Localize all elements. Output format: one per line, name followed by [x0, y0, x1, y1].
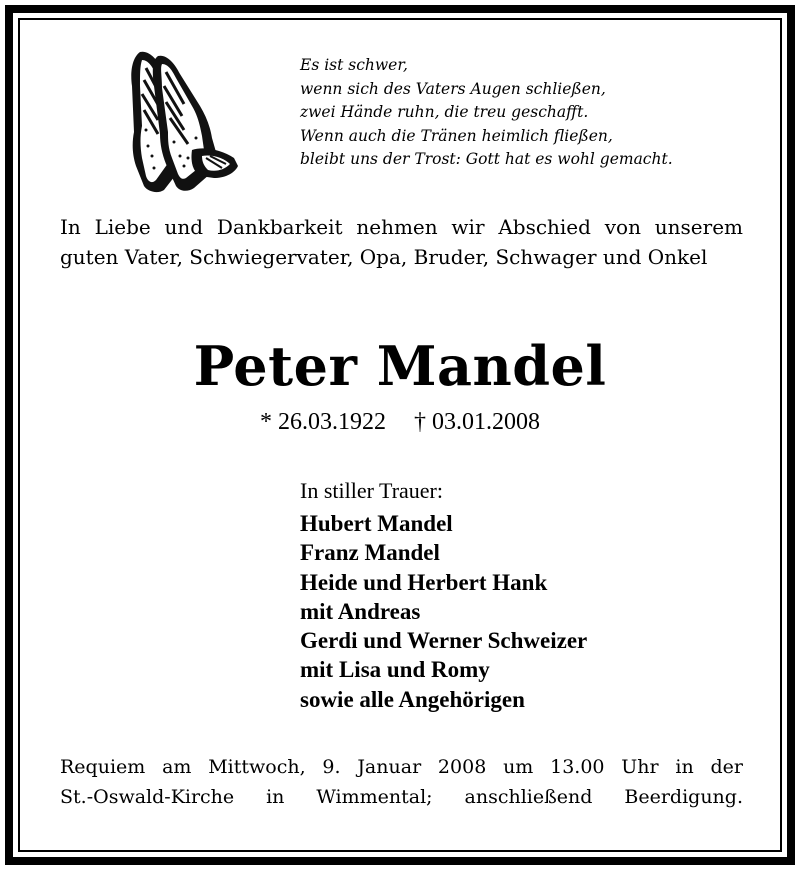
mourner-name: Gerdi und Werner Schweizer — [300, 628, 588, 654]
deceased-name: Peter Mandel — [193, 334, 607, 398]
death-date: † 03.01.2008 — [414, 409, 540, 435]
poem-line: bleibt uns der Trost: Gott hat es wohl gemacht. — [300, 150, 673, 168]
mourner-name: mit Andreas — [300, 598, 421, 624]
mourner-name: mit Lisa und Romy — [300, 657, 490, 683]
birth-date: * 26.03.1922 — [260, 409, 386, 435]
poem-line: Es ist schwer, — [300, 56, 408, 74]
requiem-line: St.-Oswald-Kirche in Wimmental; anschließend Beerdigung. — [60, 786, 743, 808]
intro-text: In Liebe und Dankbarkeit nehmen wir Abschied von unserem guten Vater, Schwiegervater, Opa, Bruder, Schwager und Onkel — [60, 215, 743, 269]
life-dates — [0, 406, 800, 438]
requiem-notice — [60, 752, 743, 812]
praying-hands-icon — [118, 46, 242, 196]
mourners-list — [300, 509, 587, 714]
mourning-label: In stiller Trauer: — [300, 478, 443, 503]
mourner-name: sowie alle Angehörigen — [300, 686, 525, 712]
requiem-line: Requiem am Mittwoch, 9. Januar 2008 um 13.00 Uhr in der — [60, 756, 743, 778]
mourner-name: Heide und Herbert Hank — [300, 569, 548, 595]
poem-line: Wenn auch die Tränen heimlich fließen, — [300, 126, 613, 145]
mourner-name: Hubert Mandel — [300, 511, 453, 536]
poem-line: wenn sich des Vaters Augen schließen, — [300, 79, 606, 98]
poem-line: zwei Hände ruhn, die treu geschafft. — [300, 103, 589, 121]
mourner-name: Franz Mandel — [300, 540, 440, 566]
poem — [300, 54, 673, 172]
